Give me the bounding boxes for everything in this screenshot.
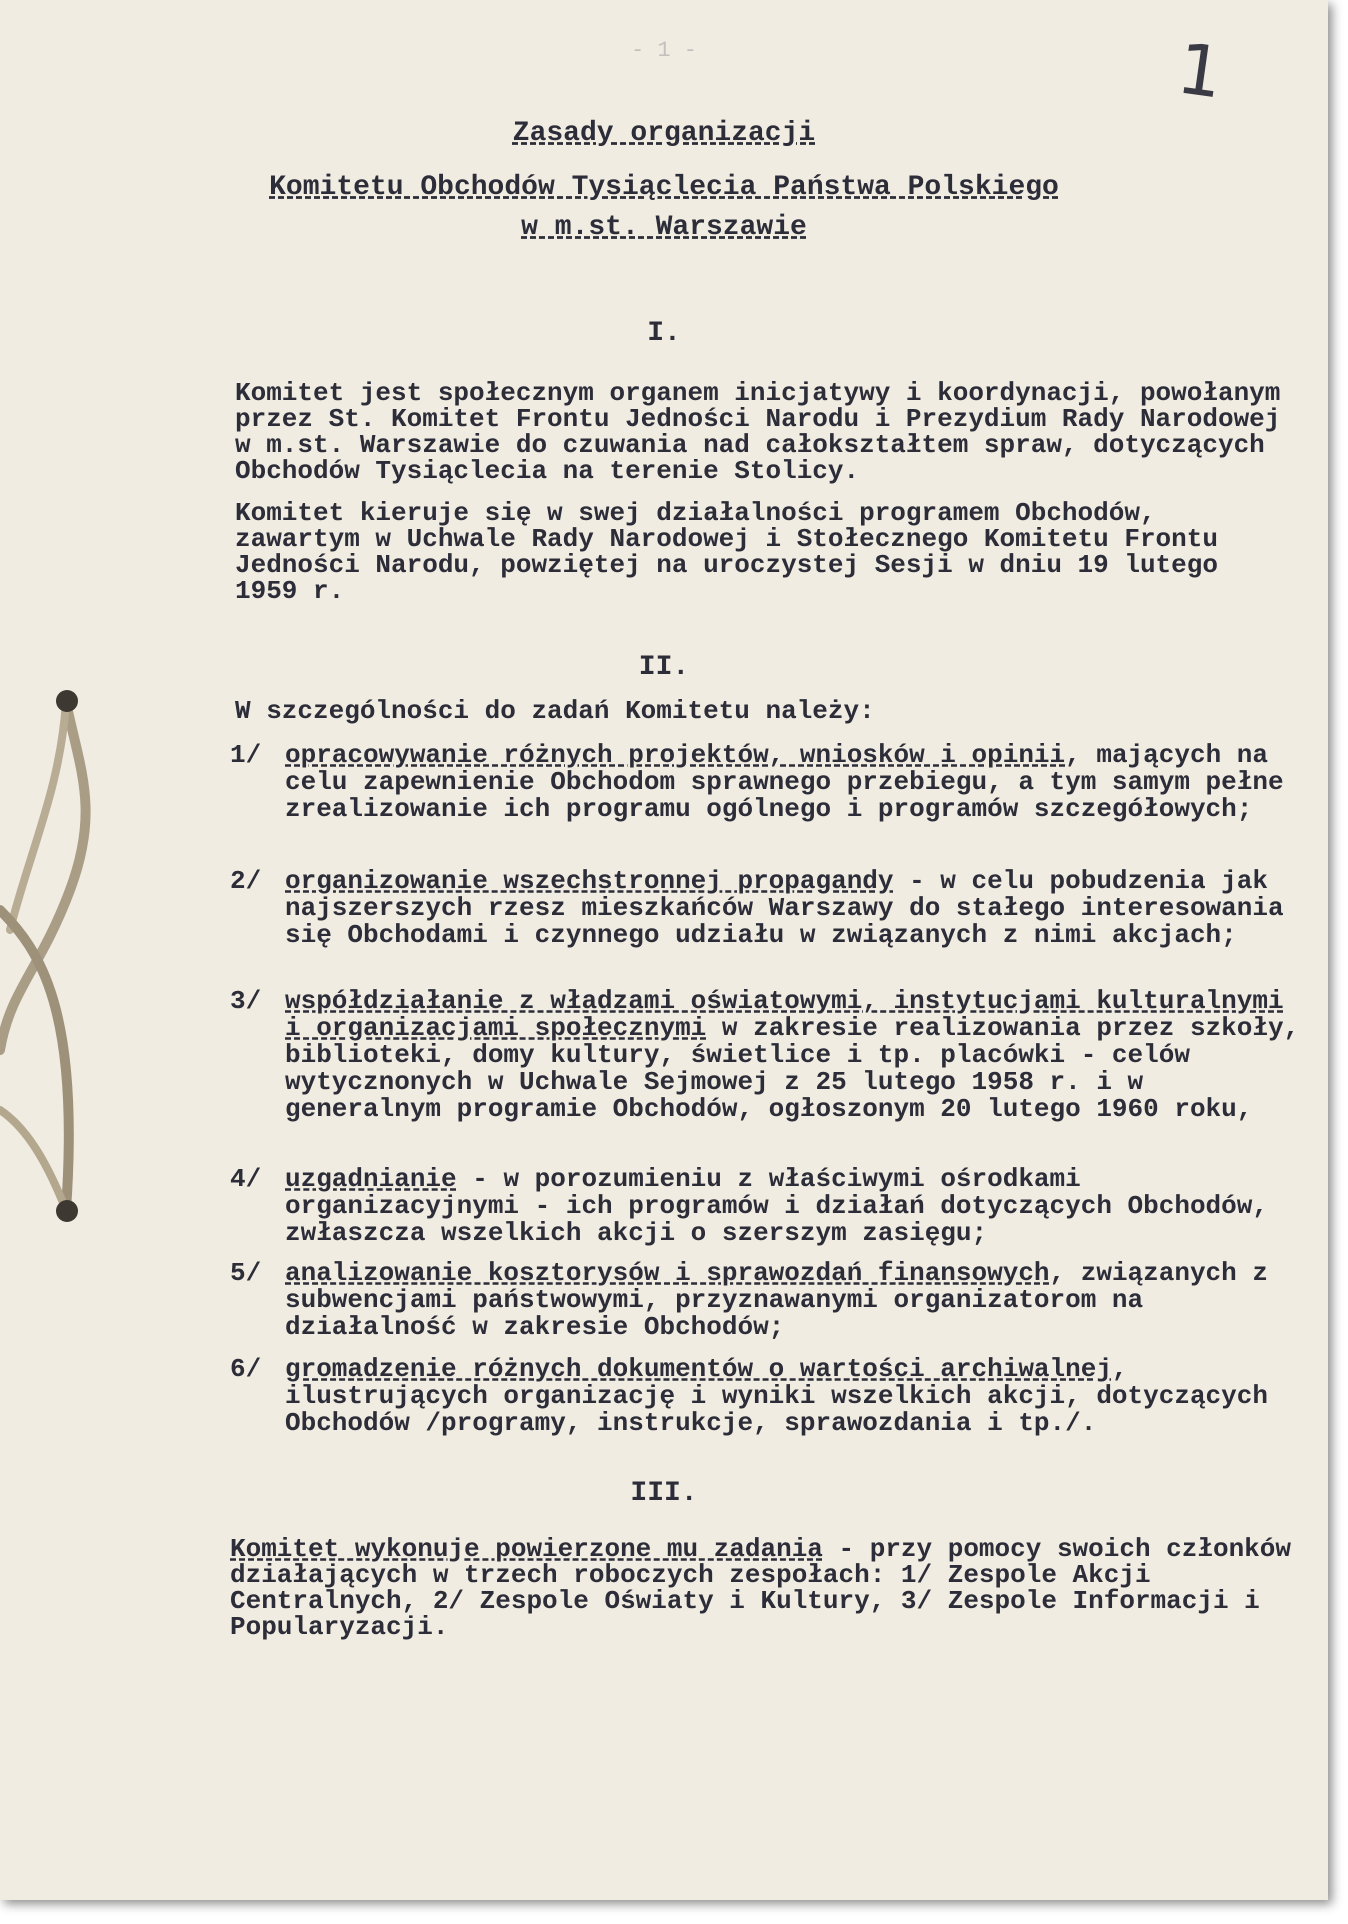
- section-3-paragraph: [230, 1536, 1310, 1640]
- list-item-highlight: organizowanie wszechstronnej propagandy: [285, 866, 894, 896]
- list-item-number: 2/: [230, 866, 262, 896]
- list-item-text: - w porozumieniu z właściwymi ośrodkami organizacyjnymi - ich programów i działań dotyczących Obchodów, zwłaszcza wszelkich akcji o szerszym zasięgu;: [285, 1164, 1268, 1248]
- list-item-text: , związanych z subwencjami państwowymi, przyznawanymi organizatorom na działalność w zakresie Obchodów;: [285, 1258, 1268, 1342]
- section-2-numeral: II.: [638, 652, 690, 683]
- section-3-numeral: III.: [630, 1478, 698, 1509]
- list-item-text: - w celu pobudzenia jak najszerszych rzesz mieszkańców Warszawy do stałego interesowania się Obchodami i czynnego udziału w związanych z nimi akcjach;: [285, 866, 1284, 950]
- binding-hole-top: [56, 690, 78, 712]
- list-item-highlight: opracowywanie różnych projektów, wniosków i opinii: [285, 740, 1066, 770]
- list-item-number: 5/: [230, 1258, 262, 1288]
- page-marker: - 1 -: [630, 38, 697, 63]
- list-item-number: 4/: [230, 1164, 262, 1194]
- list-item-number: 1/: [230, 740, 262, 770]
- twine-icon: [0, 690, 120, 1250]
- title-line-1: Zasady organizacji: [512, 118, 816, 149]
- binding-hole-bottom: [56, 1200, 78, 1222]
- list-item-highlight: gromadzenie różnych dokumentów o wartości archiwalnej: [285, 1354, 1112, 1384]
- folio-number: 1: [1172, 27, 1229, 115]
- section-2-intro: W szczególności do zadań Komitetu należy:: [235, 696, 875, 726]
- section-1-numeral: I.: [647, 318, 681, 349]
- list-item-text: , ilustrujących organizację i wyniki wszelkich akcji, dotyczących Obchodów /programy, instrukcje, sprawozdania i tp./.: [285, 1354, 1268, 1438]
- list-item-highlight: współdziałanie z władzami oświatowymi, instytucjami kulturalnymi i organizacjami społecznymi: [285, 986, 1284, 1043]
- list-item-number: 3/: [230, 986, 262, 1016]
- list-item-highlight: uzgadnianie: [285, 1164, 457, 1194]
- binding-string: [0, 690, 120, 1250]
- list-item-text: , mających na celu zapewnienie Obchodom sprawnego przebiegu, a tym samym pełne zrealizowanie ich programu ogólnego i programów szczegółowych;: [285, 740, 1284, 824]
- list-item-highlight: analizowanie kosztorysów i sprawozdań finansowych: [285, 1258, 1050, 1288]
- section-3-text: - przy pomocy swoich członków działających w trzech roboczych zespołach: 1/ Zespole Akcji Centralnych, 2/ Zespole Oświaty i Kultury, 3/ Zespole Informacji i Popularyzacji.: [230, 1534, 1291, 1642]
- section-3-highlight: Komitet wykonuje powierzone mu zadania: [230, 1534, 823, 1564]
- title-line-2: Komitetu Obchodów Tysiąclecia Państwa Polskiego: [269, 172, 1059, 203]
- title-line-3: w m.st. Warszawie: [521, 212, 807, 243]
- section-1-paragraph-2: Komitet kieruje się w swej działalności programem Obchodów, zawartym w Uchwale Rady Narodowej i Stołecznego Komitetu Frontu Jedności Narodu, powziętej na uroczystej Sesji w dniu 19 lutego 1959 r.: [235, 498, 1218, 606]
- section-1-paragraph-1: Komitet jest społecznym organem inicjatywy i koordynacji, powołanym przez St. Komitet Frontu Jedności Narodu i Prezydium Rady Narodowej w m.st. Warszawie do czuwania nad całokształtem spraw, dotyczących Obchodów Tysiąclecia na terenie Stolicy.: [235, 378, 1281, 486]
- list-item-number: 6/: [230, 1354, 262, 1384]
- list-item-text: w zakresie realizowania przez szkoły, biblioteki, domy kultury, świetlice i tp. placówki - celów wytycznonych w Uchwale Sejmowej z 25 lutego 1958 r. i w generalnym programie Obchodów, ogłoszonym 20 lutego 1960 roku,: [285, 1013, 1300, 1124]
